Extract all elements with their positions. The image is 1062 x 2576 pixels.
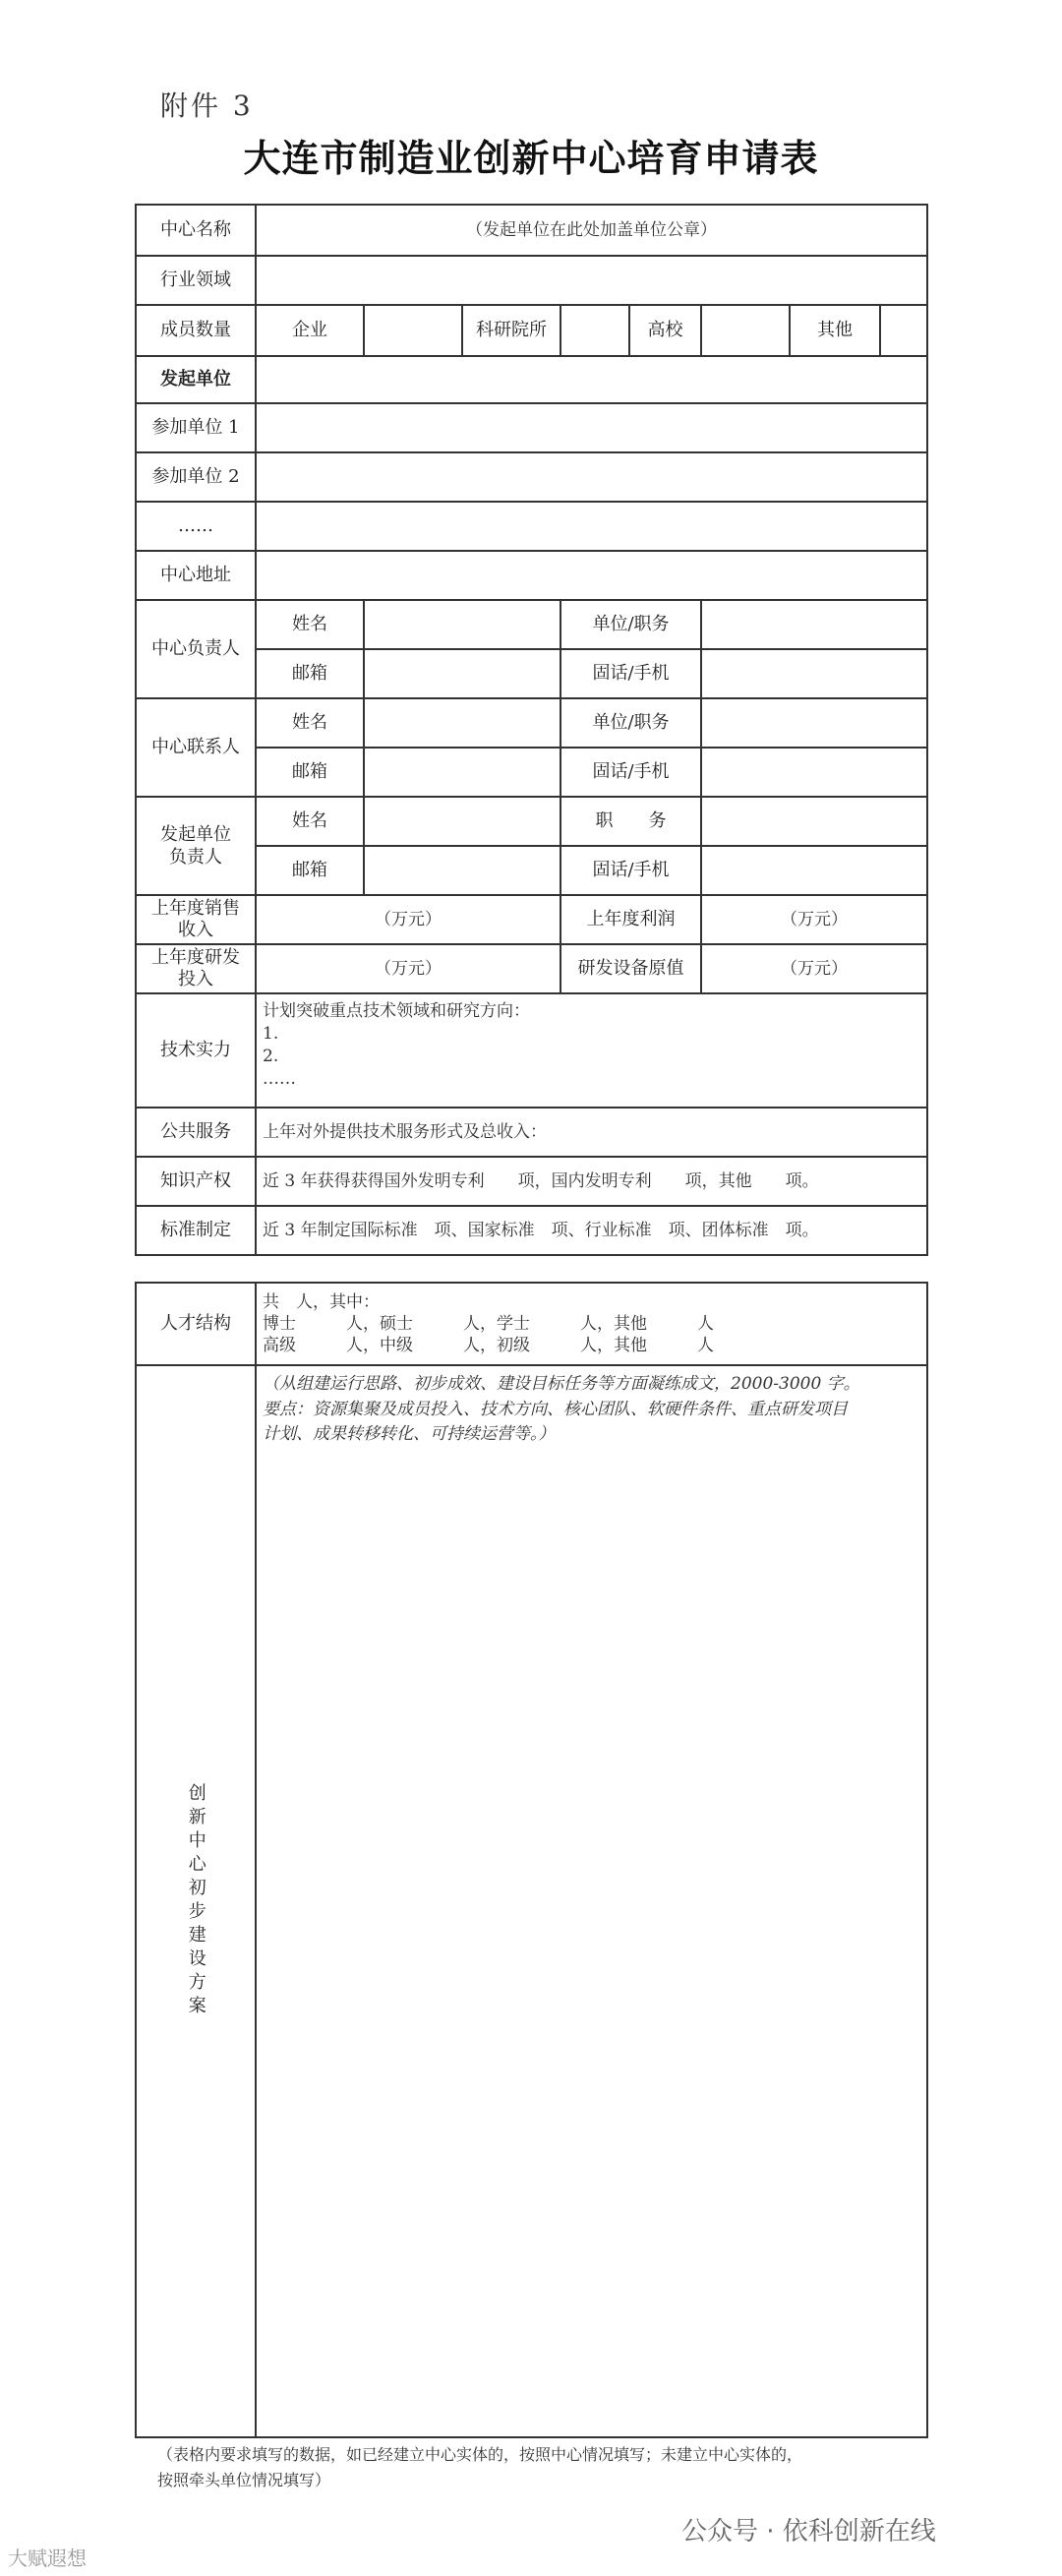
- members-enterprise-label: 企业: [256, 305, 364, 356]
- contact-label: 中心联系人: [136, 698, 256, 797]
- contact-unit-field[interactable]: [701, 698, 927, 748]
- sales-label-line1: 上年度销售: [151, 898, 240, 920]
- leader-phone-field[interactable]: [701, 649, 927, 698]
- public-service-label: 公共服务: [136, 1108, 256, 1157]
- industry-field[interactable]: [256, 256, 927, 305]
- rd-field[interactable]: （万元）: [256, 944, 560, 993]
- row-ellipsis: [136, 502, 927, 551]
- plan-line-2: 要点：资源集聚及成员投入、技术方向、核心团队、软硬件条件、重点研发项目: [263, 1399, 848, 1419]
- equipment-field[interactable]: （万元）: [701, 944, 927, 993]
- leader-unit-label: 单位/职务: [560, 600, 701, 649]
- application-form-table: [135, 204, 928, 1256]
- talent-line-3: 高级 人，中级 人，初级 人，其他 人: [263, 1336, 714, 1356]
- leader-unit-field[interactable]: [701, 600, 927, 649]
- row-standards: [136, 1206, 927, 1255]
- plan-label: 创新中心初步建设方案: [185, 1783, 206, 2019]
- plan-line-1: （从组建运行思路、初步成效、建设目标任务等方面凝练成文，2000-3000 字。: [263, 1374, 860, 1394]
- footer-line-2: 按照牵头单位情况填写）: [157, 2470, 331, 2489]
- row-ip: [136, 1157, 927, 1206]
- rd-label-line1: 上年度研发: [151, 947, 240, 969]
- equipment-label: 研发设备原值: [560, 944, 701, 993]
- contact-unit-label: 单位/职务: [560, 698, 701, 748]
- leader-email-field[interactable]: [364, 649, 560, 698]
- industry-label: 行业领域: [136, 256, 256, 305]
- row-center-name: [136, 205, 927, 256]
- row-address: [136, 551, 927, 600]
- ellipsis-field[interactable]: [256, 502, 927, 551]
- contact-email-field[interactable]: [364, 748, 560, 797]
- talent-label: 人才结构: [136, 1283, 256, 1365]
- row-plan: [136, 1365, 927, 2437]
- row-contact-1: [136, 698, 927, 748]
- form-title: 大连市制造业创新中心培育申请表: [243, 137, 819, 180]
- plan-line-3: 计划、成果转移转化、可持续运营等。）: [263, 1424, 556, 1444]
- initiator-leader-name-field[interactable]: [364, 797, 560, 846]
- members-other-label: 其他: [791, 306, 881, 355]
- standards-label: 标准制定: [136, 1206, 256, 1255]
- standards-field[interactable]: 近 3 年制定国际标准 项、国家标准 项、行业标准 项、团体标准 项。: [256, 1206, 927, 1255]
- leader-name-label: 姓名: [256, 600, 364, 649]
- participant-2-label: 参加单位 2: [136, 452, 256, 502]
- row-sales: [136, 895, 927, 944]
- row-rd: [136, 944, 927, 993]
- rd-label-line2: 投入: [178, 969, 213, 989]
- ip-field[interactable]: 近 3 年获得获得国外发明专利 项，国内发明专利 项，其他 项。: [256, 1157, 927, 1206]
- row-leader-1: [136, 600, 927, 649]
- public-service-field[interactable]: 上年对外提供技术服务形式及总收入：: [256, 1108, 927, 1157]
- talent-line-2: 博士 人，硕士 人，学士 人，其他 人: [263, 1313, 714, 1334]
- tech-label: 技术实力: [136, 993, 256, 1108]
- sales-label-line2: 收入: [178, 920, 213, 940]
- row-tech: [136, 993, 927, 1108]
- row-initiator-leader-1: [136, 797, 927, 846]
- contact-phone-label: 固话/手机: [560, 748, 701, 797]
- participant-1-field[interactable]: [256, 403, 927, 452]
- leader-phone-label: 固话/手机: [560, 649, 701, 698]
- talent-line-1: 共 人，其中：: [263, 1291, 380, 1312]
- footer-line-1: （表格内要求填写的数据，如已经建立中心实体的，按照中心情况填写；未建立中心实体的，: [157, 2445, 803, 2464]
- tech-line-4: ……: [263, 1068, 296, 1089]
- members-enterprise-field[interactable]: [364, 305, 462, 356]
- profit-label: 上年度利润: [560, 895, 701, 944]
- tech-line-3: 2.: [263, 1046, 279, 1066]
- plan-label-cell: [136, 1365, 256, 2437]
- contact-email-label: 邮箱: [256, 748, 364, 797]
- center-name-label: 中心名称: [136, 205, 256, 256]
- profit-field[interactable]: （万元）: [701, 895, 927, 944]
- members-label: 成员数量: [136, 305, 256, 356]
- plan-table: [135, 1282, 928, 2438]
- tech-line-2: 1.: [263, 1023, 279, 1044]
- leader-email-label: 邮箱: [256, 649, 364, 698]
- initiator-label: 发起单位: [136, 356, 256, 403]
- leader-name-field[interactable]: [364, 600, 560, 649]
- row-participant-1: [136, 403, 927, 452]
- initiator-leader-name-label: 姓名: [256, 797, 364, 846]
- watermark-right: 公众号 · 依科创新在线: [681, 2517, 936, 2546]
- plan-field[interactable]: [256, 1365, 927, 2437]
- row-industry: [136, 256, 927, 305]
- members-university-label: 高校: [629, 305, 701, 356]
- members-university-field[interactable]: [701, 305, 790, 356]
- tech-field[interactable]: [256, 993, 927, 1108]
- address-field[interactable]: [256, 551, 927, 600]
- rd-label: [136, 944, 256, 993]
- row-initiator: [136, 356, 927, 403]
- tech-line-1: 计划突破重点技术领域和研究方向：: [263, 1001, 530, 1021]
- participant-2-field[interactable]: [256, 452, 927, 502]
- ellipsis-label: ……: [136, 502, 256, 551]
- watermark-left: 大赋遐想: [8, 2546, 87, 2570]
- initiator-leader-post-label: 职 务: [560, 797, 701, 846]
- initiator-field[interactable]: [256, 356, 927, 403]
- members-other-field[interactable]: [881, 306, 926, 355]
- ip-label: 知识产权: [136, 1157, 256, 1206]
- leader-label: 中心负责人: [136, 600, 256, 698]
- initiator-leader-email-label: 邮箱: [256, 846, 364, 895]
- row-public-service: [136, 1108, 927, 1157]
- attachment-number: 附件 3: [160, 90, 254, 122]
- row-members: [136, 305, 927, 356]
- initiator-leader-phone-field[interactable]: [701, 846, 927, 895]
- talent-field[interactable]: [256, 1283, 927, 1365]
- sales-label: [136, 895, 256, 944]
- center-name-field[interactable]: （发起单位在此处加盖单位公章）: [256, 205, 927, 256]
- contact-phone-field[interactable]: [701, 748, 927, 797]
- initiator-leader-email-field[interactable]: [364, 846, 560, 895]
- address-label: 中心地址: [136, 551, 256, 600]
- contact-name-field[interactable]: [364, 698, 560, 748]
- participant-1-label: 参加单位 1: [136, 403, 256, 452]
- members-other-cell: [790, 305, 927, 356]
- initiator-leader-label: [136, 797, 256, 895]
- initiator-leader-phone-label: 固话/手机: [560, 846, 701, 895]
- row-participant-2: [136, 452, 927, 502]
- footer-note: [157, 2442, 924, 2492]
- initiator-leader-post-field[interactable]: [701, 797, 927, 846]
- contact-name-label: 姓名: [256, 698, 364, 748]
- members-institute-field[interactable]: [560, 305, 629, 356]
- sales-field[interactable]: （万元）: [256, 895, 560, 944]
- initiator-leader-label-line2: 负责人: [169, 847, 222, 868]
- initiator-leader-label-line1: 发起单位: [160, 823, 231, 845]
- row-talent: [136, 1283, 927, 1365]
- members-institute-label: 科研院所: [462, 305, 560, 356]
